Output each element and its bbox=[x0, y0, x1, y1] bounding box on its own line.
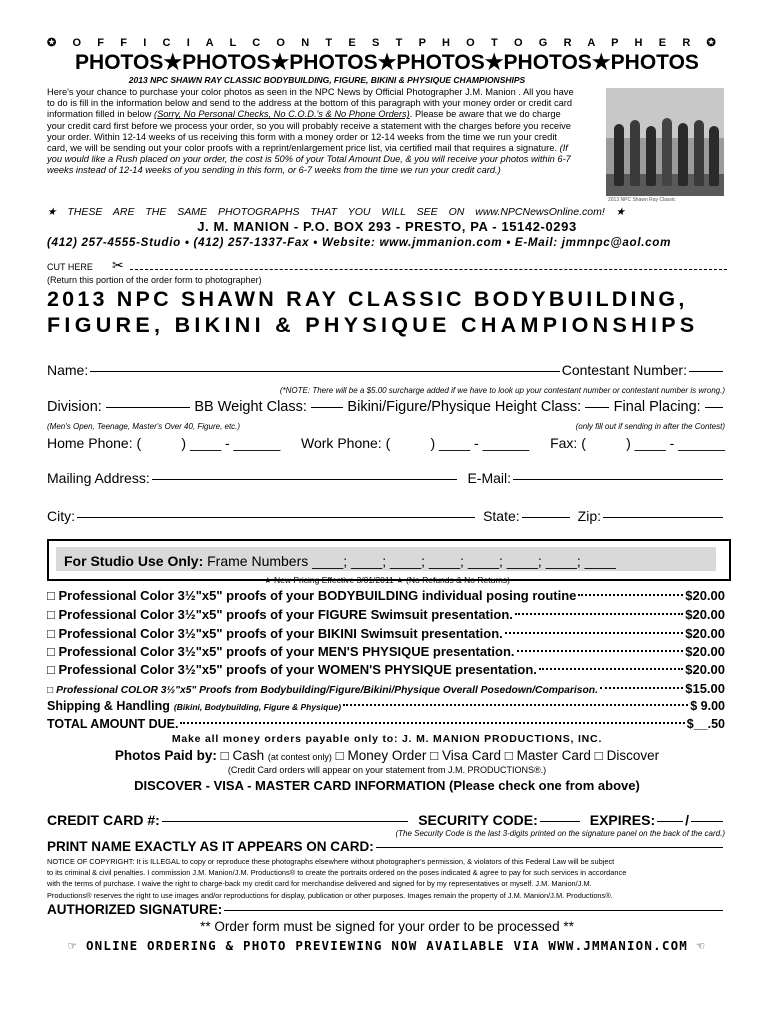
photo-figure bbox=[630, 120, 640, 186]
cut-here-label: CUT HERE bbox=[47, 262, 93, 272]
payment-options[interactable]: □ Money Order □ Visa Card □ Master Card □ Discover bbox=[335, 748, 660, 763]
contact-phones-line: (412) 257-4555-Studio • (412) 257-1337-Fax • Website: www.jmmanion.com • E-Mail: jmmnpc@aol.com bbox=[47, 236, 672, 249]
price-item-label: □ Professional Color 3½"x5" proofs of your MEN'S PHYSIQUE presentation. bbox=[47, 644, 515, 659]
price-item-price: $20.00 bbox=[685, 588, 725, 603]
price-item-price: $20.00 bbox=[685, 626, 725, 641]
shipping-row bbox=[47, 699, 725, 713]
pricing-effective-note: ★ New Pricing Effective 3/01/2011 ★ (No Refunds & No Returns) bbox=[264, 575, 510, 585]
intro-paragraph bbox=[47, 87, 607, 177]
dot-leader bbox=[515, 613, 683, 615]
return-note: (Return this portion of the order form to photographer) bbox=[47, 275, 262, 285]
security-code-label: SECURITY CODE: bbox=[418, 812, 538, 828]
price-item[interactable] bbox=[47, 662, 725, 677]
print-name-field[interactable] bbox=[376, 847, 723, 848]
bb-weight-label: BB Weight Class: bbox=[194, 399, 307, 415]
photo-figure bbox=[614, 124, 624, 186]
signature-label: AUTHORIZED SIGNATURE: bbox=[47, 902, 223, 917]
contestant-note: (*NOTE: There will be a $5.00 surcharge added if we have to look up your contestant number or contestant number is wrong.) bbox=[279, 386, 725, 395]
price-item-price: $20.00 bbox=[685, 644, 725, 659]
dot-leader bbox=[343, 704, 688, 706]
same-photographs-line: ★ THESE ARE THE SAME PHOTOGRAPHS THAT YOU WILL SEE ON www.NPCNewsOnline.com! ★ bbox=[47, 206, 626, 218]
rush-note: (If bbox=[559, 143, 568, 154]
overall-price: $15.00 bbox=[685, 681, 725, 696]
copyright-line: with the terms of purchase. I waive the right to charge-back my credit card for merchandise delivered and signed for by my representatives or myself. J.M. Manion/J.M. bbox=[47, 879, 592, 889]
security-code-note: (The Security Code is the last 3-digits printed on the signature panel on the back of the card.) bbox=[395, 829, 725, 838]
dot-leader bbox=[505, 632, 683, 634]
dot-leader bbox=[517, 650, 684, 652]
intro-line: your credit card first before we process your order, so you will probably receive a statement with the charges before you receive bbox=[47, 120, 571, 131]
contestant-number-label: Contestant Number: bbox=[561, 362, 687, 378]
overall-price-item[interactable] bbox=[47, 681, 725, 696]
price-item-label: □ Professional Color 3½"x5" proofs of your WOMEN'S PHYSIQUE presentation. bbox=[47, 662, 537, 677]
bikini-lineup-photo bbox=[606, 88, 724, 196]
state-label: State: bbox=[483, 508, 520, 524]
zip-field[interactable] bbox=[603, 517, 723, 518]
home-phone-field[interactable]: ) ____ - ______ bbox=[161, 435, 281, 451]
scissors-icon: ✂ bbox=[112, 257, 124, 273]
price-item[interactable] bbox=[47, 588, 725, 603]
bb-weight-field[interactable] bbox=[311, 407, 343, 408]
studio-use-label: For Studio Use Only: bbox=[64, 553, 204, 569]
shipping-label: Shipping & Handling bbox=[47, 699, 170, 713]
statement-note: (Credit Card orders will appear on your statement from J.M. PRODUCTIONS®.) bbox=[227, 765, 547, 775]
intro-line bbox=[47, 143, 607, 154]
copyright-line: Productions® reserves the right to use images and/or reproductions for display, publication or other purposes. Images remain the property of J.M. Manion/J.M. Productions®. bbox=[47, 890, 613, 900]
expires-label: EXPIRES: bbox=[589, 812, 656, 828]
price-item-label: □ Professional Color 3½"x5" proofs of your FIGURE Swimsuit presentation. bbox=[47, 607, 513, 622]
price-item-price: $20.00 bbox=[685, 607, 725, 622]
division-field[interactable] bbox=[106, 407, 190, 408]
price-item[interactable] bbox=[47, 626, 725, 641]
name-field[interactable] bbox=[90, 371, 559, 372]
online-ordering-line: ☞ ONLINE ORDERING & PHOTO PREVIEWING NOW AVAILABLE VIA WWW.JMMANION.COM ☜ bbox=[68, 938, 706, 953]
dot-leader bbox=[578, 594, 683, 596]
city-label: City: bbox=[47, 508, 75, 524]
price-item[interactable] bbox=[47, 644, 725, 659]
championship-subtitle: 2013 NPC SHAWN RAY CLASSIC BODYBUILDING, FIGURE, BIKINI & PHYSIQUE CHAMPIONSHIPS bbox=[128, 75, 526, 85]
photo-figure bbox=[646, 126, 656, 186]
work-phone-field[interactable]: ) ____ - ______ bbox=[411, 435, 530, 451]
total-row bbox=[47, 717, 725, 731]
intro-text: information filled in below bbox=[47, 109, 154, 120]
photo-figure bbox=[709, 126, 719, 186]
photo-figure bbox=[694, 120, 704, 186]
height-class-field[interactable] bbox=[585, 407, 609, 408]
photo-figure bbox=[678, 123, 688, 186]
name-label: Name: bbox=[47, 362, 89, 378]
home-phone-label: Home Phone: ( bbox=[47, 435, 142, 451]
photo-figure bbox=[662, 118, 672, 186]
division-label: Division: bbox=[47, 399, 102, 415]
signature-row bbox=[47, 902, 725, 917]
price-item-price: $20.00 bbox=[685, 662, 725, 677]
mailing-address-label: Mailing Address: bbox=[47, 470, 150, 486]
mailing-row bbox=[47, 470, 725, 486]
shipping-note: (Bikini, Bodybuilding, Figure & Physique) bbox=[173, 702, 342, 712]
email-label: E-Mail: bbox=[467, 470, 511, 486]
mailing-address-field[interactable] bbox=[152, 479, 458, 480]
official-contest-photographer-line: ✪ O F F I C I A L C O N T E S T P H O T O G R A P H E R ✪ bbox=[47, 37, 723, 49]
must-sign-note: ** Order form must be signed for your order to be processed ** bbox=[200, 919, 574, 934]
expires-separator: / bbox=[685, 812, 689, 828]
intro-line: your order. Within 12-14 weeks of us receiving this form with a money order or 12-14 weeks from the time we run your credit bbox=[47, 131, 557, 142]
fax-label: Fax: ( bbox=[550, 435, 586, 451]
contestant-number-field[interactable] bbox=[689, 371, 723, 372]
dot-leader bbox=[600, 687, 683, 689]
price-item-label: □ Professional Color 3½"x5" proofs of your BODYBUILDING individual posing routine bbox=[47, 588, 577, 603]
cut-line bbox=[130, 269, 727, 270]
paid-by-row bbox=[47, 748, 727, 763]
intro-text: . Please be aware that we do charge bbox=[409, 109, 561, 120]
expires-month-field[interactable] bbox=[657, 821, 683, 822]
intro-line: to do is fill in the information below and send to the address at the bottom of this paragraph with your money order or credit card bbox=[47, 98, 573, 109]
name-row bbox=[47, 362, 725, 378]
frame-numbers[interactable]: Frame Numbers ____; ____; ____; ____; ____; ____; ____; ____ bbox=[207, 553, 616, 569]
credit-card-info-header: DISCOVER - VISA - MASTER CARD INFORMATION (Please check one from above) bbox=[134, 778, 640, 793]
expires-year-field[interactable] bbox=[691, 821, 723, 822]
cash-note: (at contest only) bbox=[267, 752, 332, 762]
studio-use-line bbox=[64, 553, 616, 569]
credit-card-label: CREDIT CARD #: bbox=[47, 812, 160, 828]
work-phone-label: Work Phone: ( bbox=[301, 435, 391, 451]
height-class-label: Bikini/Figure/Physique Height Class: bbox=[347, 399, 582, 415]
phone-row bbox=[47, 435, 725, 451]
signature-field[interactable] bbox=[224, 910, 723, 911]
photos-banner: PHOTOS★PHOTOS★PHOTOS★PHOTOS★PHOTOS★PHOTOS bbox=[75, 51, 699, 74]
final-placing-field[interactable] bbox=[705, 407, 723, 408]
final-placing-note: (only fill out if sending in after the Contest) bbox=[575, 422, 725, 431]
final-placing-label: Final Placing: bbox=[613, 399, 701, 415]
copyright-notice bbox=[47, 856, 727, 901]
state-field[interactable] bbox=[522, 517, 570, 518]
fax-field[interactable]: ) ____ - ______ bbox=[606, 435, 725, 451]
total-label: TOTAL AMOUNT DUE. bbox=[47, 717, 179, 731]
paid-by-label: Photos Paid by: bbox=[114, 748, 217, 763]
payable-line: Make all money orders payable only to: J. M. MANION PRODUCTIONS, INC. bbox=[171, 733, 603, 745]
credit-card-row bbox=[47, 812, 725, 828]
photo-caption: 2013 NPC Shawn Ray Classic bbox=[608, 197, 676, 203]
shipping-price: $ 9.00 bbox=[690, 699, 725, 713]
city-row bbox=[47, 508, 725, 524]
dot-leader bbox=[180, 722, 684, 724]
dot-leader bbox=[539, 668, 683, 670]
credit-card-field[interactable] bbox=[162, 821, 408, 822]
price-item-label: □ Professional Color 3½"x5" proofs of your BIKINI Swimsuit presentation. bbox=[47, 626, 503, 641]
division-note: (Men's Open, Teenage, Master's Over 40, Figure, etc.) bbox=[47, 422, 241, 431]
email-field[interactable] bbox=[513, 479, 723, 480]
mailing-address-header: J. M. MANION - P.O. BOX 293 - PRESTO, PA - 15142-0293 bbox=[197, 219, 577, 234]
no-checks-note: (Sorry, No Personal Checks, No C.O.D.'s & No Phone Orders) bbox=[153, 109, 410, 120]
city-field[interactable] bbox=[77, 517, 475, 518]
print-name-label: PRINT NAME EXACTLY AS IT APPEARS ON CARD: bbox=[47, 839, 374, 854]
zip-label: Zip: bbox=[577, 508, 601, 524]
form-title-line1: 2013 NPC SHAWN RAY CLASSIC BODYBUILDING, bbox=[47, 287, 688, 311]
cash-option[interactable]: □ Cash bbox=[220, 748, 265, 763]
overall-price-label: □ Professional COLOR 3½"x5" Proofs from Bodybuilding/Figure/Bikini/Physique Overall Posedown/Comparison. bbox=[47, 685, 598, 696]
rush-line: you would like a Rush placed on your order, the cost is 50% of your Total Amount Due, & you will receive your photos within 6-7 bbox=[47, 154, 571, 165]
price-item[interactable] bbox=[47, 607, 725, 622]
total-price[interactable]: $__.50 bbox=[686, 717, 725, 731]
rush-line: weeks instead of 12-14 weeks of you sending in this form, or 6-7 weeks from the time we run your credit card.) bbox=[47, 165, 501, 176]
copyright-line: to its criminal & civil penalties. I commission J.M. Manion/J.M. Productions® to create the portraits ordered on the poses indicated & agree to pay for such services in accordance bbox=[47, 868, 627, 878]
division-row bbox=[47, 399, 725, 415]
intro-line: Here's your chance to purchase your color photos as seen in the NPC News by Official Photographer J.M. Manion . All you have bbox=[47, 87, 574, 97]
copyright-line: NOTICE OF COPYRIGHT: It is ILLEGAL to copy or reproduce these photographs elsewhere without photographer's permission, & violators of this Federal Law will be subject bbox=[47, 857, 615, 866]
print-name-row bbox=[47, 839, 725, 854]
intro-line bbox=[47, 109, 607, 120]
form-title-line2: FIGURE, BIKINI & PHYSIQUE CHAMPIONSHIPS bbox=[47, 313, 699, 337]
intro-text: card, we will be sending out your color proofs with a reprint/enlargement price list, via certified mail that requires a signature. bbox=[47, 143, 560, 154]
security-code-field[interactable] bbox=[540, 821, 580, 822]
